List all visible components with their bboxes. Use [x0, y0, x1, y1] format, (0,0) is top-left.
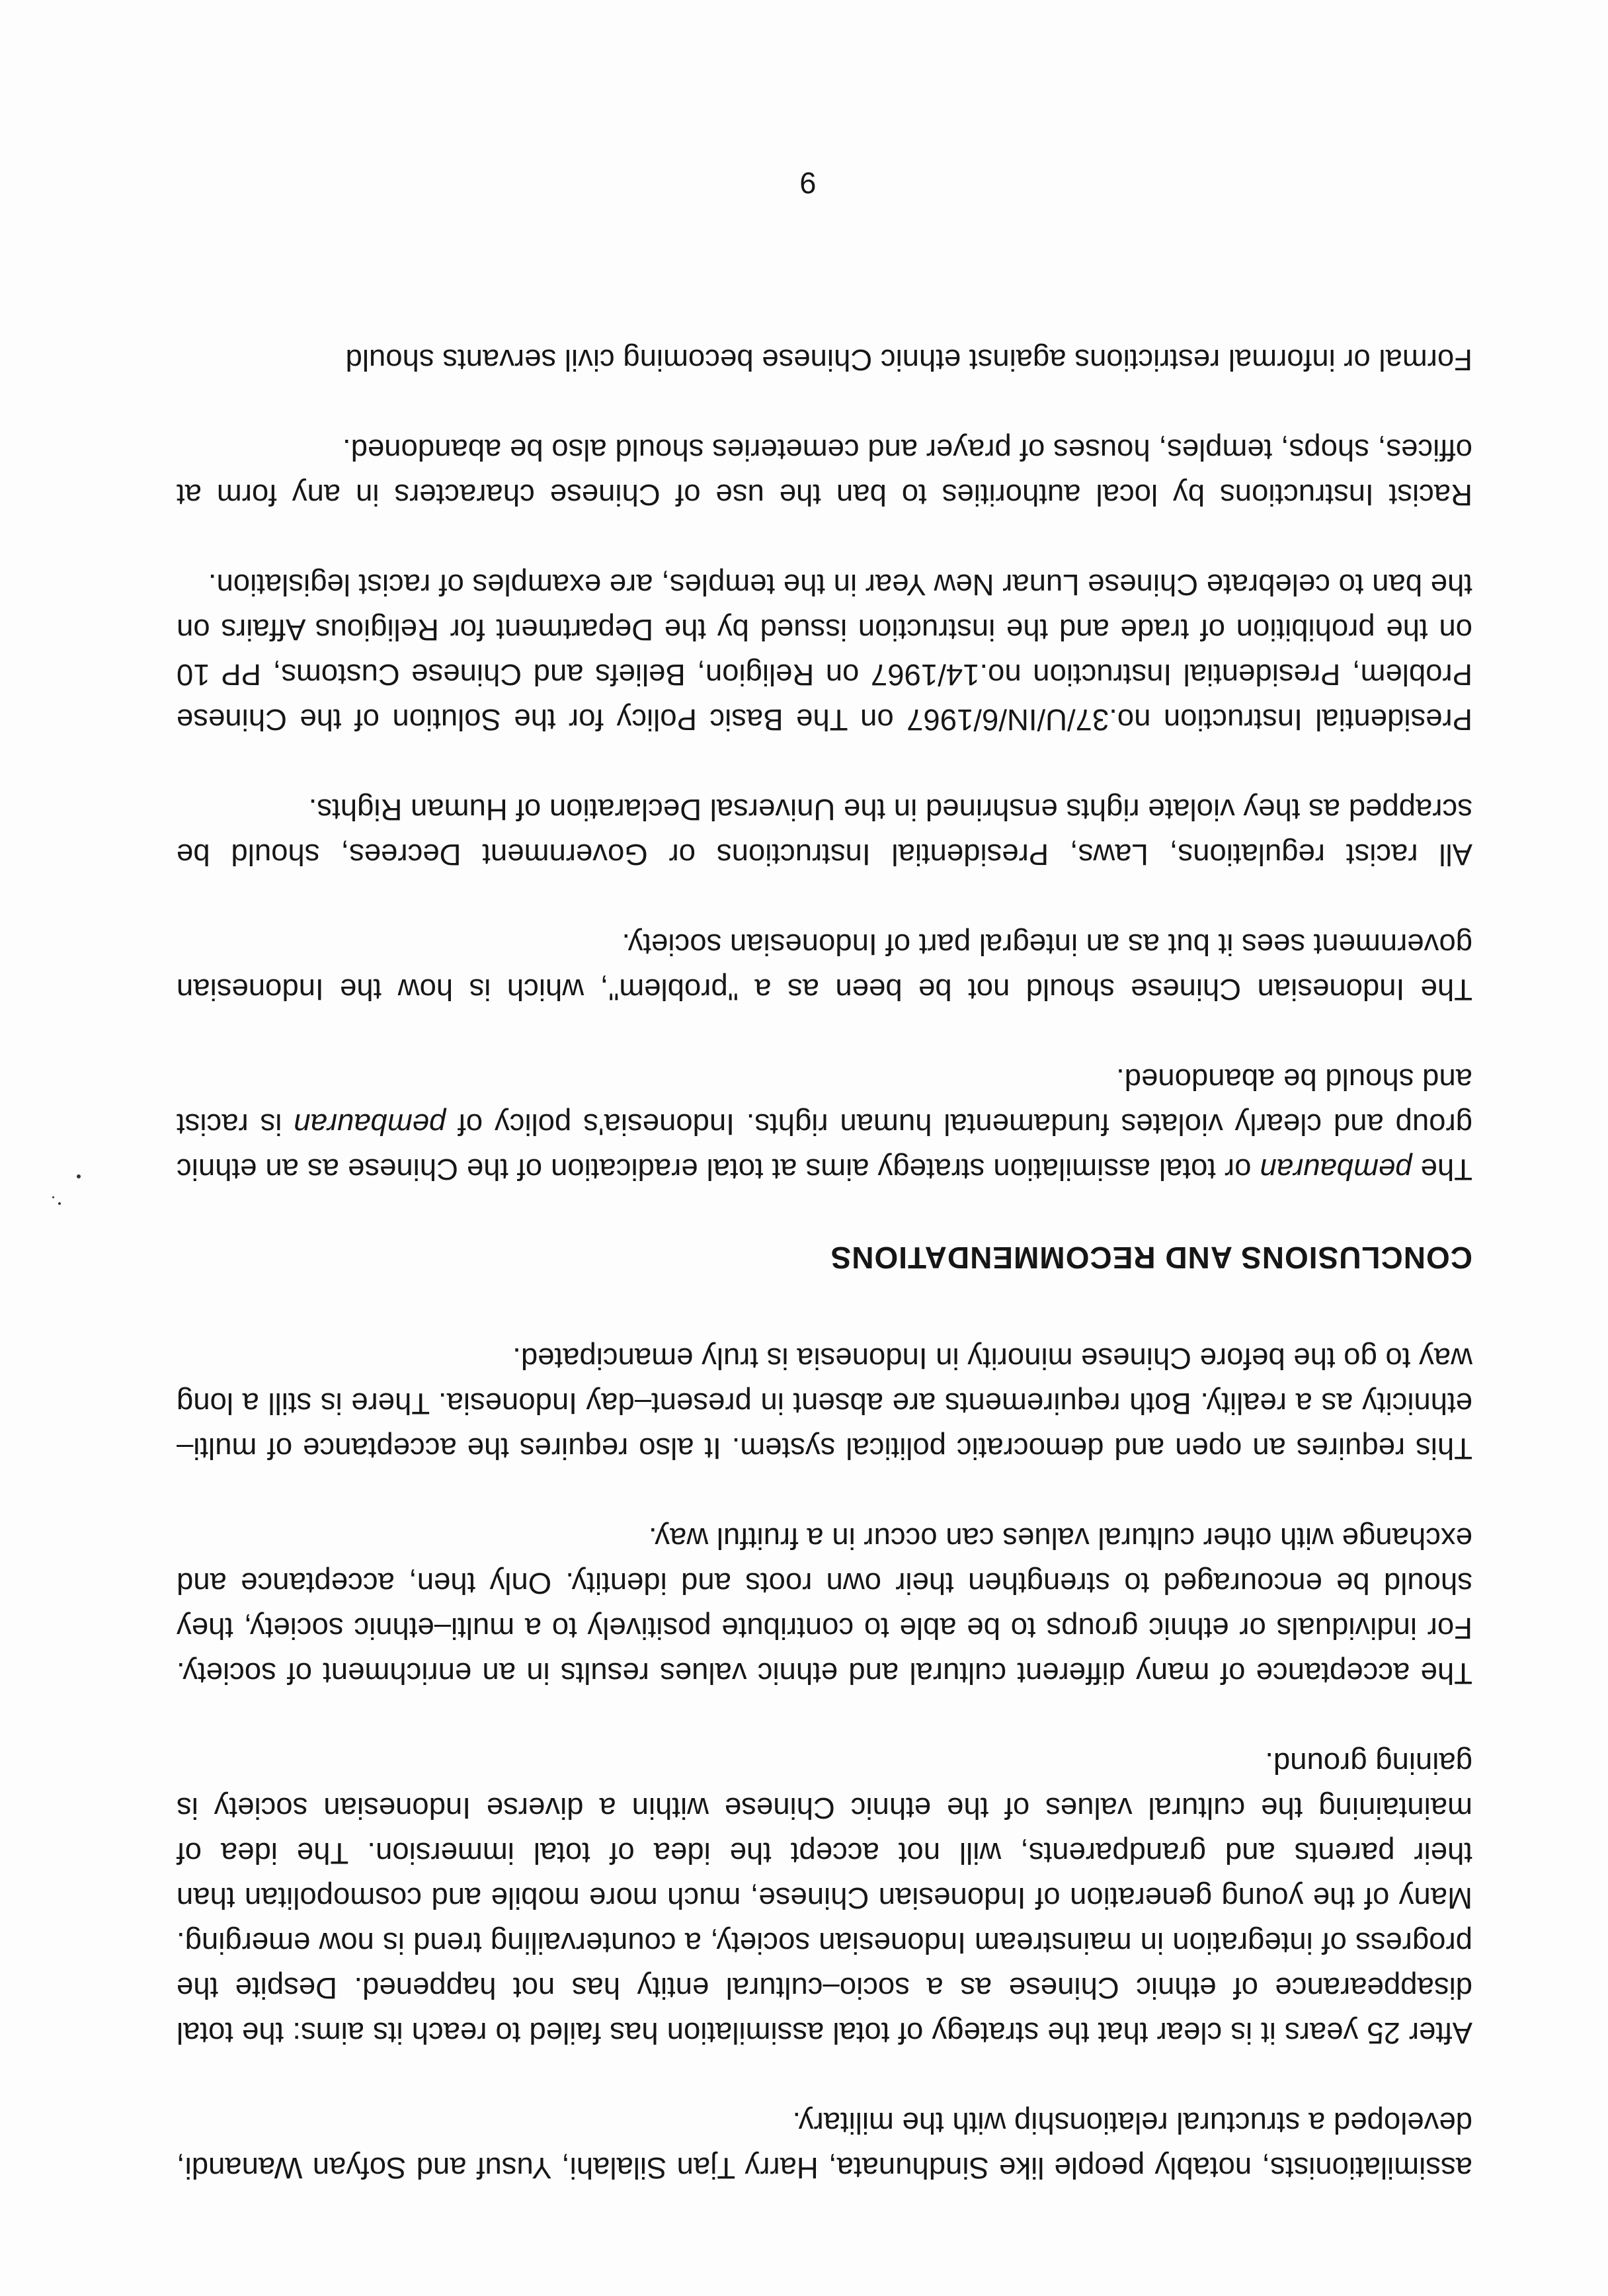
paragraph-strategy-failed: After 25 years it is clear that the strategy of total assimilation has failed to reach its aims: the total disappearance of ethnic Chinese as a socio–cultural entity has not happened. Despite the progress of integration in mainstream Indonesian society, a countervailing trend is now emerging. Many of the young generation of Indonesian Chinese, much more mobile and cosmopolitan than their parents and grandparents, will not accept the idea of total immersion. The idea of maintaining the cultural values of the ethnic Chinese within a diverse Indonesian society is gaining ground. [177, 1746, 1472, 2050]
scan-speck [77, 1174, 81, 1178]
pembauran-text-3: is racist and should be abandoned. [177, 1063, 1472, 1141]
scan-speck [58, 1202, 61, 1205]
paragraph-democratic-system: This requires an open and democratic political system. It also requires the acceptance of multi–ethnicity as a reality. Both requirements are absent in present–day Indonesia. There is still a long way to go the before Chinese minority in Indonesia is truly emancipated. [177, 1342, 1472, 1465]
pembauran-term-2: pembauran [294, 1108, 446, 1141]
paragraph-cultural-values: The acceptance of many different cultural and ethnic values results in an enrichment of society. For individuals or ethnic groups to be able to contribute positively to a multi–ethnic society, they should be encouraged to strengthen their own roots and identity. Only then, acceptance and exchange with other cultural values can occur in a fruitful way. [177, 1522, 1472, 1690]
paragraph-civil-servants: Formal or informal restrictions against ethnic Chinese becoming civil servants should [345, 343, 1472, 377]
paragraph-not-a-problem: The Indonesian Chinese should not be been as a "problem", which is how the Indonesian government sees it but as an integral part of Indonesian society. [177, 928, 1472, 1006]
paragraph-pembauran [177, 1057, 1472, 1192]
page-number: 9 [799, 166, 817, 200]
section-heading: CONCLUSIONS AND RECOMMENDATIONS [830, 1241, 1472, 1275]
scan-speck [52, 1196, 54, 1198]
text-column [177, 337, 1472, 2190]
paragraph-presidential-instructions: Presidential Instruction no.37/U/IN/6/1967 on The Basic Policy for the Solution of the Chinese Problem, Presidential Instruction no.14/1967 on Religion, Beliefs and Chinese Customs, PP 10 on the prohibition of trade and the instruction issued by the Department for Religious Affairs on the ban to celebrate Chinese Lunar New Year in the temples, are examples of racist legislation. [177, 568, 1472, 737]
paragraph-racist-regulations: All racist regulations, Laws, Presidential Instructions or Government Decrees, should be scrapped as they violate rights enshrined in the Universal Declaration of Human Rights. [177, 793, 1472, 872]
paragraph-chinese-characters-ban: Racist Instructions by local authorities to ban the use of Chinese characters in any form at offices, shops, temples, houses of prayer and cemeteries should also be abandoned. [177, 433, 1472, 512]
paragraph-assimilationists: assimilationists, notably people like Sindhunata, Harry Tjan Silalahi, Yusuf and Sofyan Wanandi, developed a structural relationship with the military. [177, 2106, 1472, 2185]
pembauran-text-2: or total assimilation strategy aims at total eradication of the Chinese as an ethnic group and clearly violates fundamental human rights. Indonesia's policy of [177, 1108, 1472, 1186]
pembauran-text-1: The [1420, 1153, 1472, 1186]
pembauran-term-1: pembauran [1260, 1153, 1412, 1186]
